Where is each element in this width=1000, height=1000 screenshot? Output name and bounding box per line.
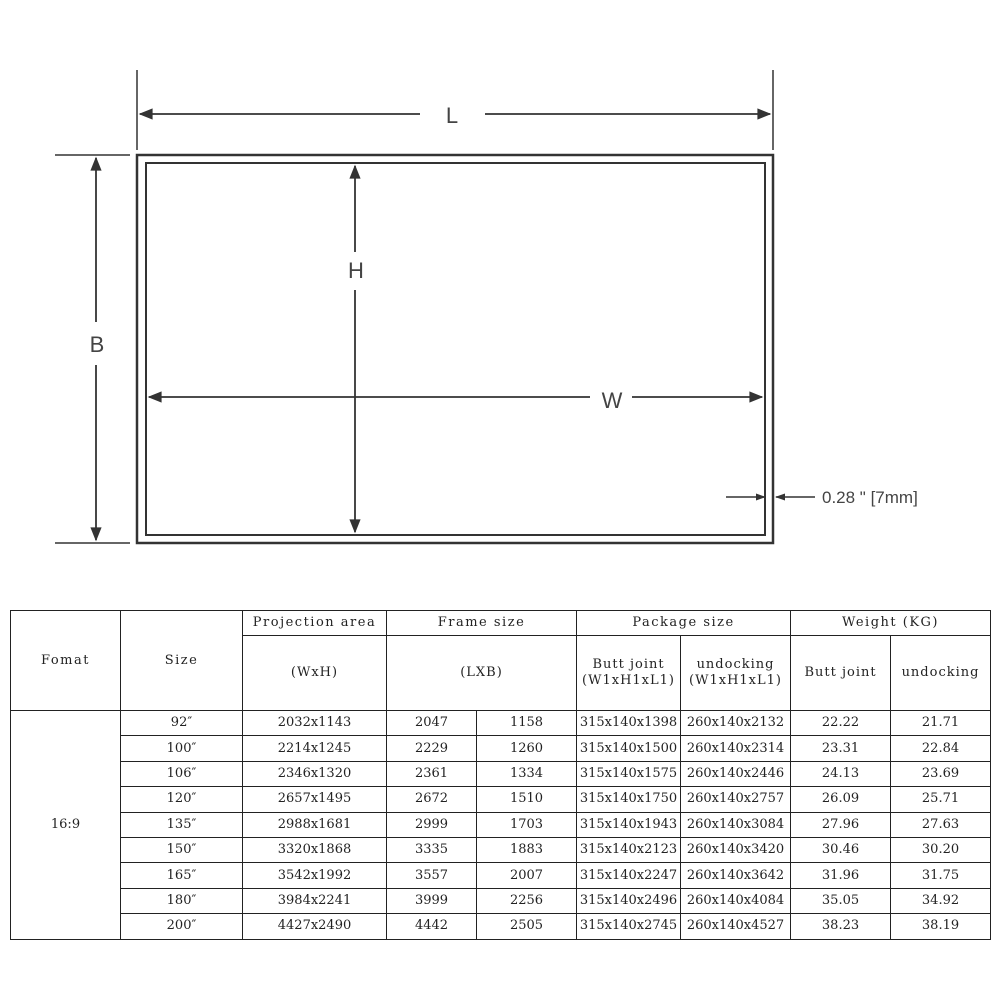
header-weight: Weight (KG) xyxy=(791,611,991,636)
size-cell: 165″ xyxy=(121,863,243,888)
weight-undock-cell: 21.71 xyxy=(891,711,991,736)
frame-l-cell: 2999 xyxy=(387,812,477,837)
specification-table xyxy=(10,610,991,940)
weight-undock-cell: 27.63 xyxy=(891,812,991,837)
package-butt-cell: 315x140x1943 xyxy=(577,812,681,837)
weight-butt-cell: 31.96 xyxy=(791,863,891,888)
weight-butt-cell: 22.22 xyxy=(791,711,891,736)
package-butt-cell: 315x140x1750 xyxy=(577,787,681,812)
table-row xyxy=(11,914,991,939)
package-butt-cell: 315x140x2496 xyxy=(577,888,681,913)
weight-butt-cell: 27.96 xyxy=(791,812,891,837)
size-cell: 106″ xyxy=(121,761,243,786)
frame-l-cell: 2047 xyxy=(387,711,477,736)
header-package-size: Package size xyxy=(577,611,791,636)
breadth-dimension xyxy=(55,155,130,543)
projection-cell: 3542x1992 xyxy=(243,863,387,888)
projection-cell: 2657x1495 xyxy=(243,787,387,812)
header-format: Fomat xyxy=(11,611,121,711)
frame-width-note: 0.28 " [7mm] xyxy=(822,488,918,507)
header-projection-area: Projection area xyxy=(243,611,387,636)
projection-cell: 3984x2241 xyxy=(243,888,387,913)
frame-l-cell: 2229 xyxy=(387,736,477,761)
header-size: Size xyxy=(121,611,243,711)
outer-frame xyxy=(137,155,773,543)
frame-b-cell: 1883 xyxy=(477,837,577,862)
size-cell: 92″ xyxy=(121,711,243,736)
weight-undock-cell: 25.71 xyxy=(891,787,991,812)
size-cell: 120″ xyxy=(121,787,243,812)
weight-undock-cell: 34.92 xyxy=(891,888,991,913)
size-cell: 180″ xyxy=(121,888,243,913)
package-undock-cell: 260x140x2757 xyxy=(681,787,791,812)
frame-width-callout xyxy=(726,488,918,507)
table-row xyxy=(11,812,991,837)
width-dimension xyxy=(149,388,762,413)
weight-undock-cell: 31.75 xyxy=(891,863,991,888)
package-butt-cell: 315x140x1500 xyxy=(577,736,681,761)
package-butt-cell: 315x140x1575 xyxy=(577,761,681,786)
format-cell: 16:9 xyxy=(11,711,121,940)
header-weight-butt: Butt joint xyxy=(791,636,891,711)
width-label: W xyxy=(601,388,623,413)
header-package-undock-line2: (W1xH1xL1) xyxy=(689,673,782,688)
header-frame-sub: (LXB) xyxy=(387,636,577,711)
frame-l-cell: 3999 xyxy=(387,888,477,913)
frame-b-cell: 1510 xyxy=(477,787,577,812)
inner-projection-area xyxy=(146,163,765,535)
weight-undock-cell: 38.19 xyxy=(891,914,991,939)
frame-l-cell: 3557 xyxy=(387,863,477,888)
package-butt-cell: 315x140x1398 xyxy=(577,711,681,736)
package-butt-cell: 315x140x2745 xyxy=(577,914,681,939)
size-cell: 135″ xyxy=(121,812,243,837)
table-row xyxy=(11,787,991,812)
frame-b-cell: 1703 xyxy=(477,812,577,837)
frame-l-cell: 2672 xyxy=(387,787,477,812)
package-butt-cell: 315x140x2123 xyxy=(577,837,681,862)
frame-l-cell: 4442 xyxy=(387,914,477,939)
frame-l-cell: 3335 xyxy=(387,837,477,862)
projection-cell: 2346x1320 xyxy=(243,761,387,786)
projection-cell: 3320x1868 xyxy=(243,837,387,862)
table-row xyxy=(11,888,991,913)
height-label: H xyxy=(348,258,364,283)
package-undock-cell: 260x140x3420 xyxy=(681,837,791,862)
package-undock-cell: 260x140x3084 xyxy=(681,812,791,837)
frame-b-cell: 1334 xyxy=(477,761,577,786)
weight-undock-cell: 22.84 xyxy=(891,736,991,761)
weight-butt-cell: 24.13 xyxy=(791,761,891,786)
weight-butt-cell: 38.23 xyxy=(791,914,891,939)
frame-b-cell: 2505 xyxy=(477,914,577,939)
package-undock-cell: 260x140x2132 xyxy=(681,711,791,736)
table-row xyxy=(11,837,991,862)
table-row xyxy=(11,863,991,888)
weight-butt-cell: 30.46 xyxy=(791,837,891,862)
package-undock-cell: 260x140x2446 xyxy=(681,761,791,786)
projection-cell: 2032x1143 xyxy=(243,711,387,736)
header-package-undock xyxy=(681,636,791,711)
size-cell: 150″ xyxy=(121,837,243,862)
header-frame-size: Frame size xyxy=(387,611,577,636)
package-undock-cell: 260x140x4084 xyxy=(681,888,791,913)
package-undock-cell: 260x140x3642 xyxy=(681,863,791,888)
header-row-1 xyxy=(11,611,991,636)
weight-butt-cell: 23.31 xyxy=(791,736,891,761)
frame-b-cell: 2007 xyxy=(477,863,577,888)
header-weight-undock: undocking xyxy=(891,636,991,711)
frame-b-cell: 1158 xyxy=(477,711,577,736)
length-label: L xyxy=(445,103,459,128)
frame-b-cell: 2256 xyxy=(477,888,577,913)
projection-cell: 2214x1245 xyxy=(243,736,387,761)
frame-b-cell: 1260 xyxy=(477,736,577,761)
breadth-label: B xyxy=(89,332,105,357)
package-undock-cell: 260x140x2314 xyxy=(681,736,791,761)
height-dimension xyxy=(348,166,364,532)
weight-undock-cell: 30.20 xyxy=(891,837,991,862)
package-undock-cell: 260x140x4527 xyxy=(681,914,791,939)
spec-table-body xyxy=(11,711,991,940)
header-package-butt xyxy=(577,636,681,711)
header-package-butt-line1: Butt joint xyxy=(592,657,665,672)
header-projection-sub: (WxH) xyxy=(243,636,387,711)
weight-butt-cell: 35.05 xyxy=(791,888,891,913)
length-dimension xyxy=(137,70,773,150)
weight-butt-cell: 26.09 xyxy=(791,787,891,812)
header-package-undock-line1: undocking xyxy=(696,657,775,672)
size-cell: 200″ xyxy=(121,914,243,939)
projection-cell: 2988x1681 xyxy=(243,812,387,837)
table-row xyxy=(11,711,991,736)
package-butt-cell: 315x140x2247 xyxy=(577,863,681,888)
table-row xyxy=(11,761,991,786)
table-row xyxy=(11,736,991,761)
projection-cell: 4427x2490 xyxy=(243,914,387,939)
size-cell: 100″ xyxy=(121,736,243,761)
header-package-butt-line2: (W1xH1xL1) xyxy=(582,673,675,688)
frame-l-cell: 2361 xyxy=(387,761,477,786)
weight-undock-cell: 23.69 xyxy=(891,761,991,786)
